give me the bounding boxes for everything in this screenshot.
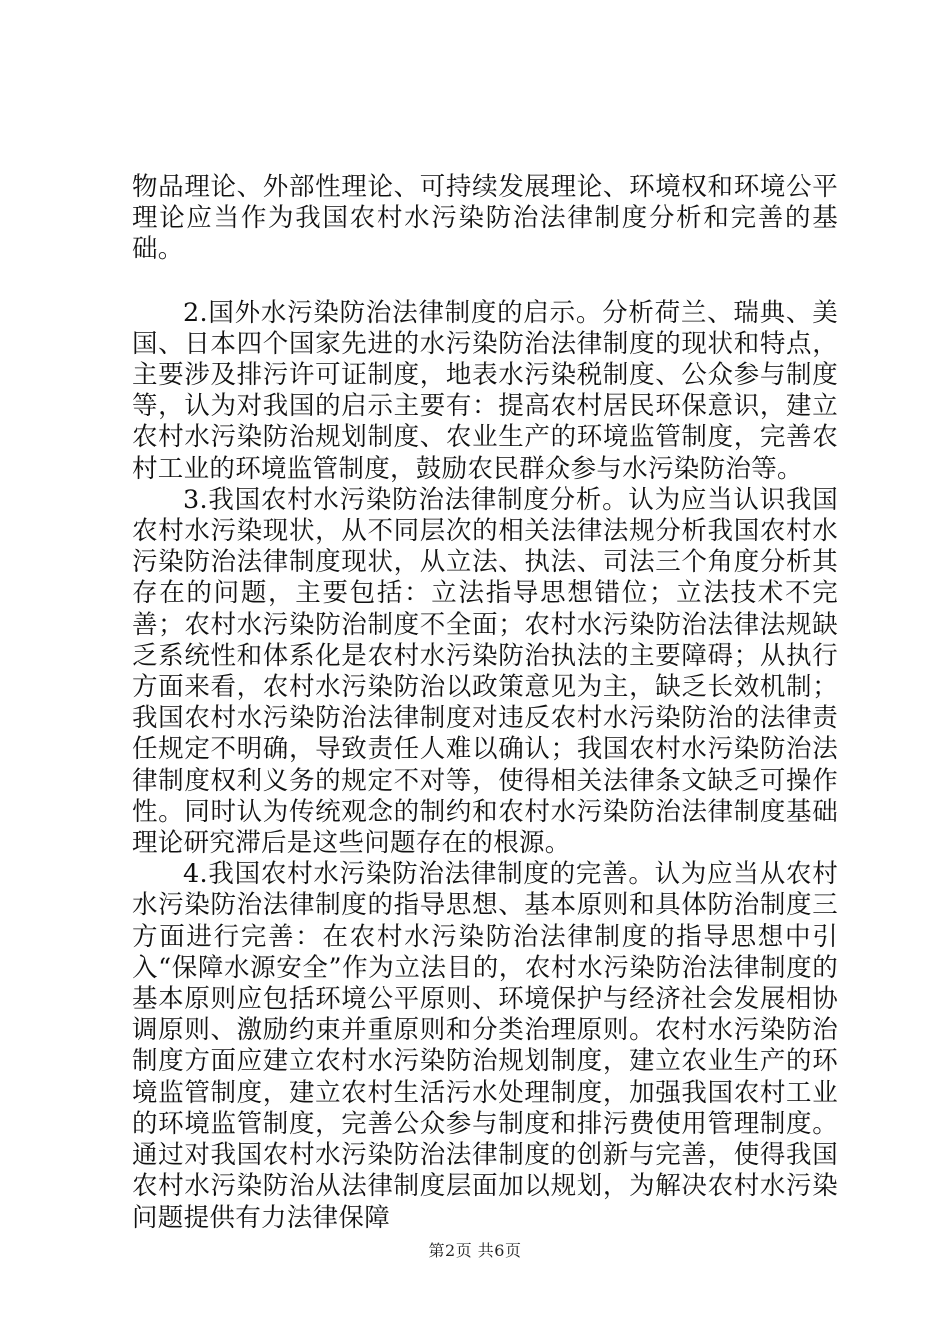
page-number-footer: 第2页 共6页 (428, 1241, 522, 1260)
document-body (132, 172, 838, 1234)
paragraph-spacer (132, 266, 838, 298)
paragraph-improvement: 4.我国农村水污染防治法律制度的完善。认为应当从农村水污染防治法律制度的指导思想、基本原则和具体防治制度三方面进行完善：在农村水污染防治法律制度的指导思想中引入“保障水源安全”作为立法目的，农村水污染防治法律制度的基本原则应包括环境公平原则、环境保护与经济社会发展相协调原则、激励约束并重原则和分类治理原则。农村水污染防治制度方面应建立农村水污染防治规划制度，建立农业生产的环境监管制度，建立农村生活污水处理制度，加强我国农村工业的环境监管制度，完善公众参与制度和排污费使用管理制度。通过对我国农村水污染防治法律制度的创新与完善，使得我国农村水污染防治从法律制度层面加以规划，为解决农村水污染问题提供有力法律保障 (132, 859, 838, 1233)
paragraph-foreign-inspiration: 2.国外水污染防治法律制度的启示。分析荷兰、瑞典、美国、日本四个国家先进的水污染防治法律制度的现状和特点，主要涉及排污许可证制度，地表水污染税制度、公众参与制度等，认为对我国的启示主要有：提高农村居民环保意识，建立农村水污染防治规划制度、农业生产的环境监管制度，完善农村工业的环境监管制度，鼓励农民群众参与水污染防治等。 (132, 297, 838, 484)
paragraph-domestic-analysis: 3.我国农村水污染防治法律制度分析。认为应当认识我国农村水污染现状，从不同层次的相关法律法规分析我国农村水污染防治法律制度现状，从立法、执法、司法三个角度分析其存在的问题，主要包括：立法指导思想错位；立法技术不完善；农村水污染防治制度不全面；农村水污染防治法律法规缺乏系统性和体系化是农村水污染防治执法的主要障碍；从执行方面来看，农村水污染防治以政策意见为主，缺乏长效机制；我国农村水污染防治法律制度对违反农村水污染防治的法律责任规定不明确，导致责任人难以确认；我国农村水污染防治法律制度权利义务的规定不对等，使得相关法律条文缺乏可操作性。同时认为传统观念的制约和农村水污染防治法律制度基础理论研究滞后是这些问题存在的根源。 (132, 484, 838, 859)
paragraph-theory-basis: 物品理论、外部性理论、可持续发展理论、环境权和环境公平理论应当作为我国农村水污染防治法律制度分析和完善的基础。 (132, 172, 838, 265)
